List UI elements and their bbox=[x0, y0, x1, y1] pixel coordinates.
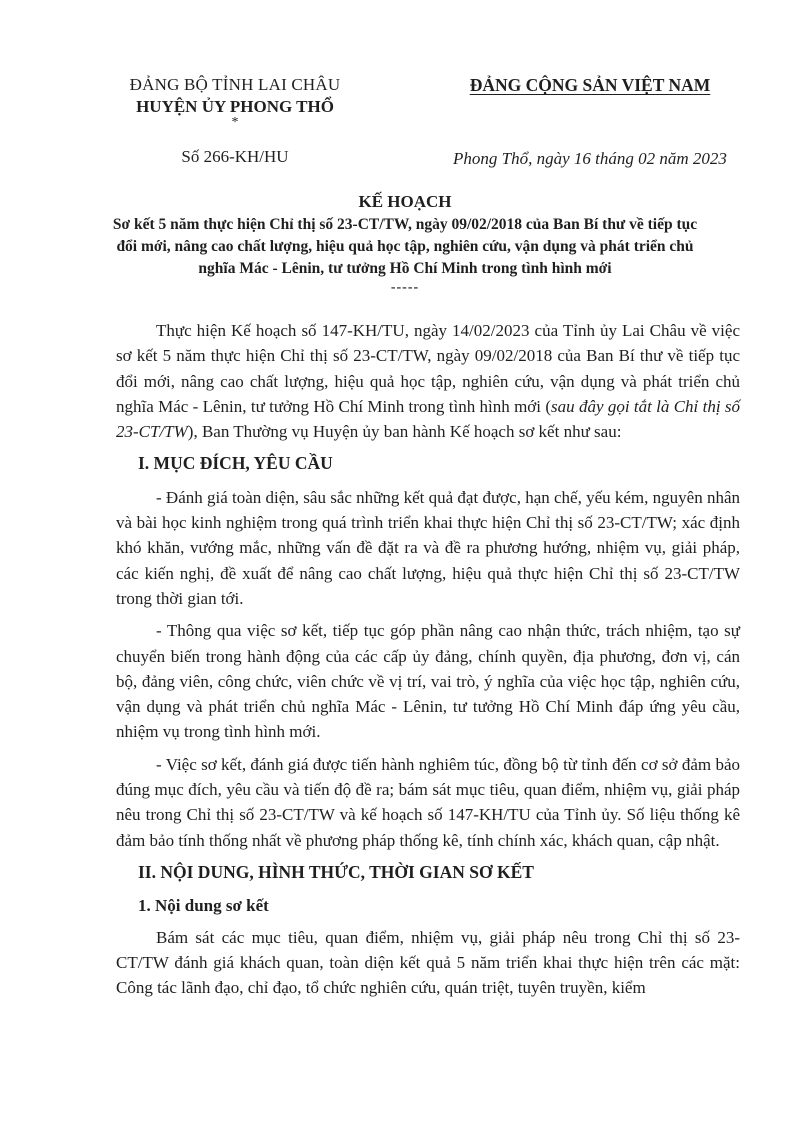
purpose-paragraph-3: - Việc sơ kết, đánh giá được tiến hành nghiêm túc, đồng bộ từ tỉnh đến cơ sở đảm bảo đúng mục đích, yêu cầu và tiến độ đề ra; bám sát mục tiêu, quan điểm, nhiệm vụ, giải pháp nêu trong Chỉ thị số 23-CT/TW và kế hoạch số 147-KH/TU của Tỉnh ủy. Số liệu thống kê đảm bảo tính thống nhất về phương pháp thống kê, tính chính xác, khách quan, cập nhật. bbox=[116, 754, 740, 850]
party-committee-name: ĐẢNG BỘ TỈNH LAI CHÂU bbox=[129, 75, 341, 94]
document-body bbox=[116, 318, 740, 1007]
title-separator: ----- bbox=[390, 280, 420, 295]
national-party-block bbox=[420, 74, 760, 170]
star-mark: * bbox=[231, 115, 239, 130]
subsection-heading: 1. Nội dung sơ kết bbox=[138, 896, 269, 916]
purpose-paragraph-1: - Đánh giá toàn diện, sâu sắc những kết quả đạt được, hạn chế, yếu kém, nguyên nhân và bài học kinh nghiệm trong quá trình triển khai thực hiện Chỉ thị số 23-CT/TW; xác định khó khăn, vướng mắc, những vấn đề đặt ra và đề ra phương hướng, nhiệm vụ, giải pháp, các kiến nghị, đề xuất để nâng cao chất lượng, hiệu quả thực hiện Chỉ thị số 23-CT/TW trong thời gian tới. bbox=[116, 487, 740, 608]
place-and-date: Phong Thổ, ngày 16 tháng 02 năm 2023 bbox=[453, 149, 727, 168]
document-number: Số 266-KH/HU bbox=[181, 147, 289, 166]
intro-paragraph: Thực hiện Kế hoạch số 147-KH/TU, ngày 14/02/2023 của Tỉnh ủy Lai Châu về việc sơ kết 5 năm thực hiện Chỉ thị số 23-CT/TW, ngày 09/02/2018 của Ban Bí thư về tiếp tục đổi mới, nâng cao chất lượng, hiệu quả học tập, nghiên cứu, vận dụng và phát triển chủ nghĩa Mác - Lênin, tư tưởng Hồ Chí Minh trong tình hình mới (sau đây gọi tắt là Chỉ thị số 23-CT/TW), Ban Thường vụ Huyện ủy ban hành Kế hoạch sơ kết như sau: bbox=[116, 321, 740, 442]
section-heading-content: II. NỘI DUNG, HÌNH THỨC, THỜI GIAN SƠ KẾT bbox=[138, 861, 534, 882]
section-heading-purpose: I. MỤC ĐÍCH, YÊU CẦU bbox=[138, 453, 333, 474]
document-subtitle: Sơ kết 5 năm thực hiện Chỉ thị số 23-CT/TW, ngày 09/02/2018 của Ban Bí thư về tiếp tục đổi mới, nâng cao chất lượng, hiệu quả học tập, nghiên cứu, vận dụng và phát triển chủ nghĩa Mác - Lênin, tư tưởng Hồ Chí Minh trong tình hình mới bbox=[112, 216, 698, 277]
content-paragraph: Bám sát các mục tiêu, quan điểm, nhiệm vụ, giải pháp nêu trong Chỉ thị số 23-CT/TW đánh giá khách quan, toàn diện kết quả 5 năm triển khai thực hiện trên các mặt: Công tác lãnh đạo, chỉ đạo, tổ chức nghiên cứu, quán triệt, tuyên truyền, kiểm bbox=[116, 927, 740, 998]
district-committee-name: HUYỆN ỦY PHONG THỔ bbox=[136, 97, 334, 116]
purpose-paragraph-2: - Thông qua việc sơ kết, tiếp tục góp phần nâng cao nhận thức, trách nhiệm, tạo sự chuyển biến trong hành động của các cấp ủy đảng, chính quyền, địa phương, đơn vị, cán bộ, đảng viên, công chức, viên chức về vị trí, vai trò, ý nghĩa của việc học tập, nghiên cứu, vận dụng và phát triển chủ nghĩa Mác - Lênin, tư tưởng Hồ Chí Minh đáp ứng yêu cầu, nhiệm vụ trong tình hình mới. bbox=[116, 621, 740, 742]
intro-italic-note: sau đây gọi tắt là Chỉ thị số 23-CT/TW bbox=[116, 396, 740, 442]
issuing-authority-block bbox=[100, 74, 370, 168]
document-title-block bbox=[105, 190, 705, 296]
party-name: ĐẢNG CỘNG SẢN VIỆT NAM bbox=[469, 75, 711, 95]
document-type-heading: KẾ HOẠCH bbox=[358, 192, 452, 211]
